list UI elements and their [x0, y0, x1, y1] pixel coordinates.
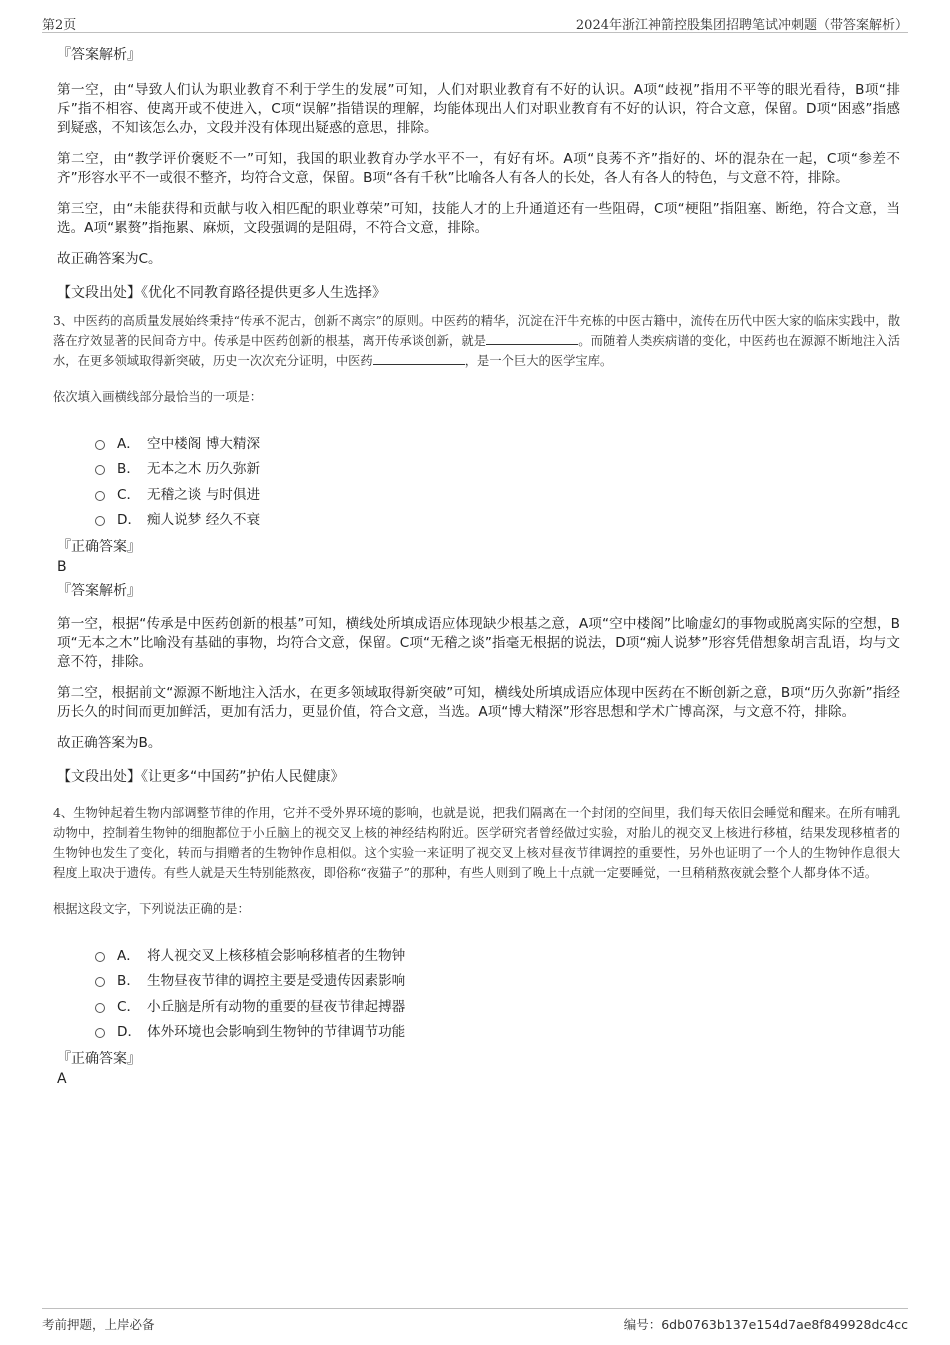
answer-label: 『正确答案』 — [57, 539, 141, 555]
radio-icon[interactable] — [95, 1003, 105, 1013]
question-3-prompt: 依次填入画横线部分最恰当的一项是： — [53, 390, 263, 404]
document-id: 编号：6db0763b137e154d7ae8f849928dc4cc — [623, 1317, 908, 1332]
page-header — [42, 10, 908, 33]
option-c[interactable]: C． 无稽之谈 与时俱进 — [95, 480, 900, 506]
fill-blank — [486, 332, 578, 345]
option-a[interactable]: A． 空中楼阁 博大精深 — [95, 429, 900, 455]
page-number: 第2页 — [42, 18, 77, 33]
document-title: 2024年浙江神箭控股集团招聘笔试冲刺题（带答案解析） — [575, 18, 908, 33]
question-3-text: 3、中医药的高质量发展始终秉持“传承不泥古，创新不离宗”的原则。中医药的精华，沉淀在汗牛充栋的中医古籍中，流传在历代中医大家的临床实践中，散落在疗效显著的民间奇方中。传承是中医药创新的根基，离开传承谈创新，就是 。而随着人类疾病谱的变化，中医药也在源源不断地注入活水，在更多领域取得新突破，历史一次次充分证明，中医药 ，是一个巨大的医学宝库。 — [53, 314, 900, 368]
radio-icon[interactable] — [95, 440, 105, 450]
question-4-prompt: 根据这段文字，下列说法正确的是： — [53, 902, 250, 916]
option-b[interactable]: B． 无本之木 历久弥新 — [95, 455, 900, 481]
question-3-options — [95, 429, 900, 531]
passage-source: 【文段出处】《让更多“中国药”护佑人民健康》 — [57, 769, 345, 785]
option-d[interactable]: D． 痴人说梦 经久不衰 — [95, 506, 900, 532]
option-a[interactable]: A． 将人视交叉上核移植会影响移植者的生物钟 — [95, 941, 900, 967]
passage-source: 【文段出处】《优化不同教育路径提供更多人生选择》 — [57, 285, 386, 301]
option-c[interactable]: C． 小丘脑是所有动物的重要的昼夜节律起搏器 — [95, 992, 900, 1018]
question-4-text: 4、生物钟起着生物内部调整节律的作用，它并不受外界环境的影响，也就是说，把我们隔离在一个封闭的空间里，我们每天依旧会睡觉和醒来。在所有哺乳动物中，控制着生物钟的细胞都位于小丘脑上的视交叉上核的神经结构附近。医学研究者曾经做过实验，对胎儿的视交叉上核进行移植，结果发现移植者的生物钟也发生了变化，转而与捐赠者的生物钟作息相似。这个实验一来证明了视交叉上核对昼夜节律调控的重要性，另外也证明了一个人的生物钟作息很大程度上取决于遗传。有些人就是天生特别能熬夜，即俗称“夜猫子”的那种，有些人则到了晚上十点就一定要睡觉，一旦稍稍熬夜就会整个人都身体不适。 — [53, 806, 900, 880]
analysis-paragraph: 第一空，由“导致人们认为职业教育不利于学生的发展”可知，人们对职业教育有不好的认识。A项“歧视”指用不平等的眼光看待，B项“排斥”指不相容、使离开或不使进入，C项“误解”指错误的理解，均能体现出人们对职业教育有不好的认识，符合文意，保留。D项“困惑”指感到疑惑，不知该怎么办，文段并没有体现出疑惑的意思，排除。 — [57, 82, 900, 136]
analysis-conclusion: 故正确答案为B。 — [57, 735, 162, 751]
analysis-label: 『答案解析』 — [57, 583, 141, 599]
analysis-paragraph: 第一空，根据“传承是中医药创新的根基”可知，横线处所填成语应体现缺少根基之意，A项“空中楼阁”比喻虚幻的事物或脱离实际的空想，B项“无本之木”比喻没有基础的事物，均符合文意，保留。C项“无稽之谈”指毫无根据的说法，D项“痴人说梦”形容凭借想象胡言乱语，均与文意不符，排除。 — [57, 616, 900, 670]
analysis-paragraph: 第二空，根据前文“源源不断地注入活水，在更多领域取得新突破”可知，横线处所填成语应体现中医药在不断创新之意，B项“历久弥新”指经历长久的时间而更加鲜活，更加有活力，更显价值，符合文意，当选。A项“博大精深”形容思想和学术广博高深，与文意不符，排除。 — [57, 685, 900, 720]
radio-icon[interactable] — [95, 977, 105, 987]
analysis-paragraph: 第三空，由“未能获得和贡献与收入相匹配的职业尊荣”可知，技能人才的上升通道还有一些阻碍，C项“梗阻”指阻塞、断绝，符合文意，当选。A项“累赘”指拖累、麻烦，文段强调的是阻碍，不符合文意，排除。 — [57, 201, 900, 236]
analysis-conclusion: 故正确答案为C。 — [57, 251, 162, 267]
page-footer — [42, 1308, 908, 1331]
document-content — [53, 45, 900, 1093]
radio-icon[interactable] — [95, 952, 105, 962]
answer-value: A — [57, 1071, 67, 1087]
answer-value: B — [57, 559, 67, 575]
analysis-label: 『答案解析』 — [57, 47, 141, 63]
radio-icon[interactable] — [95, 516, 105, 526]
option-d[interactable]: D． 体外环境也会影响到生物钟的节律调节功能 — [95, 1018, 900, 1044]
footer-slogan: 考前押题，上岸必备 — [42, 1317, 155, 1332]
radio-icon[interactable] — [95, 491, 105, 501]
radio-icon[interactable] — [95, 465, 105, 475]
fill-blank — [373, 352, 465, 365]
option-b[interactable]: B． 生物昼夜节律的调控主要是受遗传因素影响 — [95, 967, 900, 993]
radio-icon[interactable] — [95, 1028, 105, 1038]
answer-label: 『正确答案』 — [57, 1051, 141, 1067]
analysis-paragraph: 第二空，由“教学评价褒贬不一”可知，我国的职业教育办学水平不一，有好有坏。A项“良莠不齐”指好的、坏的混杂在一起，C项“参差不齐”形容水平不一或很不整齐，均符合文意，保留。B项“各有千秋”比喻各人有各人的长处，各人有各人的特色，与文意不符，排除。 — [57, 151, 900, 186]
question-4-options — [95, 941, 900, 1043]
